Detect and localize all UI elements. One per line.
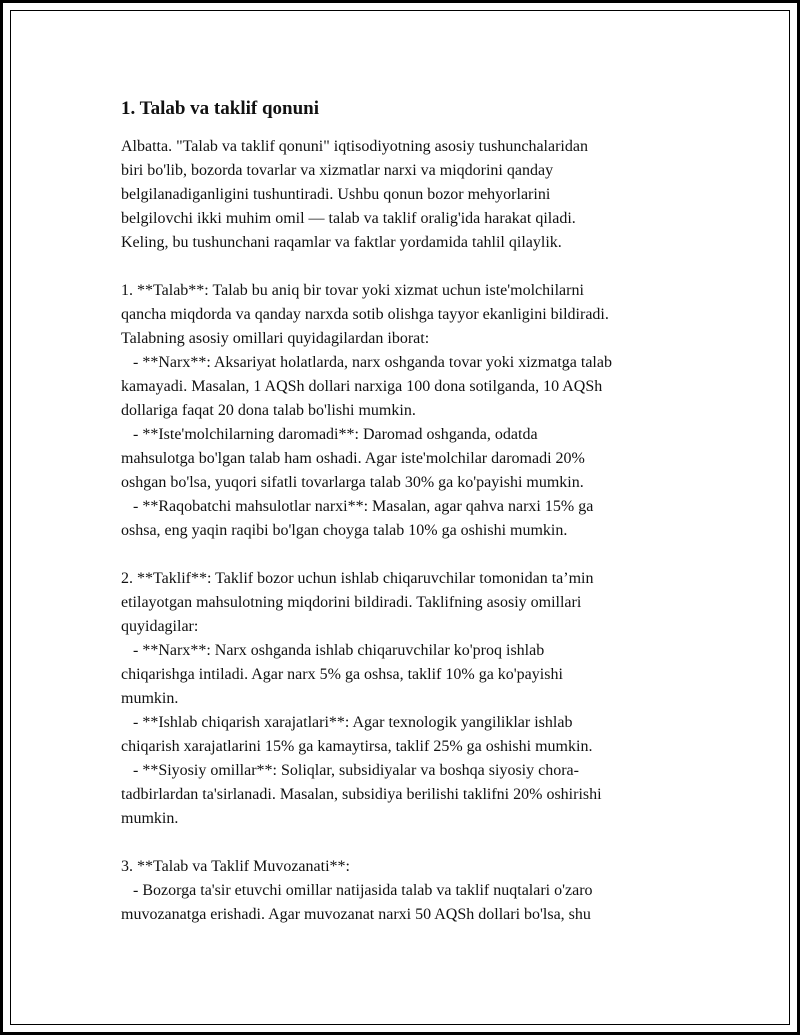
text-line: dollariga faqat 20 dona talab bo'lishi mumkin.	[121, 402, 416, 419]
text-line: Talabning asosiy omillari quyidagilardan iborat:	[121, 330, 430, 347]
text-line: - **Narx**: Narx oshganda ishlab chiqaruvchilar ko'proq ishlab	[121, 642, 545, 659]
text-line: - Bozorga ta'sir etuvchi omillar natijasida talab va taklif nuqtalari o'zaro	[121, 882, 593, 899]
text-line: - **Ishlab chiqarish xarajatlari**: Agar texnologik yangiliklar ishlab	[121, 714, 573, 731]
text-line: Keling, bu tushunchani raqamlar va faktlar yordamida tahlil qilaylik.	[121, 234, 562, 251]
text-line: mumkin.	[121, 690, 179, 707]
text-line: 2. **Taklif**: Taklif bozor uchun ishlab chiqaruvchilar tomonidan ta’min	[121, 570, 594, 587]
text-line: - **Iste'molchilarning daromadi**: Daromad oshganda, odatda	[121, 426, 538, 443]
text-line: mumkin.	[121, 810, 179, 827]
text-line: biri bo'lib, bozorda tovarlar va xizmatlar narxi va miqdorini qanday	[121, 162, 554, 179]
text-line: oshgan bo'lsa, yuqori sifatli tovarlarga talab 30% ga ko'payishi mumkin.	[121, 474, 584, 491]
text-line: oshsa, eng yaqin raqibi bo'lgan choyga talab 10% ga oshishi mumkin.	[121, 522, 568, 539]
text-line: qancha miqdorda va qanday narxda sotib olishga tayyor ekanligini bildiradi.	[121, 306, 609, 323]
text-line: quyidagilar:	[121, 618, 199, 635]
text-line: tadbirlardan ta'sirlanadi. Masalan, subsidiya berilishi taklifni 20% oshirishi	[121, 786, 602, 803]
text-line: belgilovchi ikki muhim omil — talab va taklif oralig'ida harakat qiladi.	[121, 210, 576, 227]
text-line: 1. **Talab**: Talab bu aniq bir tovar yoki xizmat uchun iste'molchilarni	[121, 282, 584, 299]
text-line: chiqarish xarajatlarini 15% ga kamaytirsa, taklif 25% ga oshishi mumkin.	[121, 738, 593, 755]
section-heading: 1. Talab va taklif qonuni	[121, 98, 320, 119]
text-line: - **Siyosiy omillar**: Soliqlar, subsidiyalar va boshqa siyosiy chora-	[121, 762, 579, 779]
document-body	[121, 135, 691, 927]
text-line: mahsulotga bo'lgan talab ham oshadi. Agar iste'molchilar daromadi 20%	[121, 450, 585, 467]
text-line: etilayotgan mahsulotning miqdorini bildiradi. Taklifning asosiy omillari	[121, 594, 582, 611]
text-line: - **Narx**: Aksariyat holatlarda, narx oshganda tovar yoki xizmatga talab	[121, 354, 612, 371]
paragraph-spacer	[121, 543, 691, 567]
text-line: kamayadi. Masalan, 1 AQSh dollari narxiga 100 dona sotilganda, 10 AQSh	[121, 378, 603, 395]
paragraph-spacer	[121, 831, 691, 855]
document-content	[121, 97, 691, 927]
paragraph-spacer	[121, 255, 691, 279]
text-line: belgilanadiganligini tushuntiradi. Ushbu qonun bozor mehyorlarini	[121, 186, 551, 203]
text-line: Albatta. "Talab va taklif qonuni" iqtisodiyotning asosiy tushunchalaridan	[121, 138, 588, 155]
text-line: muvozanatga erishadi. Agar muvozanat narxi 50 AQSh dollari bo'lsa, shu	[121, 906, 591, 923]
text-line: - **Raqobatchi mahsulotlar narxi**: Masalan, agar qahva narxi 15% ga	[121, 498, 594, 515]
text-line: chiqarishga intiladi. Agar narx 5% ga oshsa, taklif 10% ga ko'payishi	[121, 666, 563, 683]
text-line: 3. **Talab va Taklif Muvozanati**:	[121, 858, 350, 875]
